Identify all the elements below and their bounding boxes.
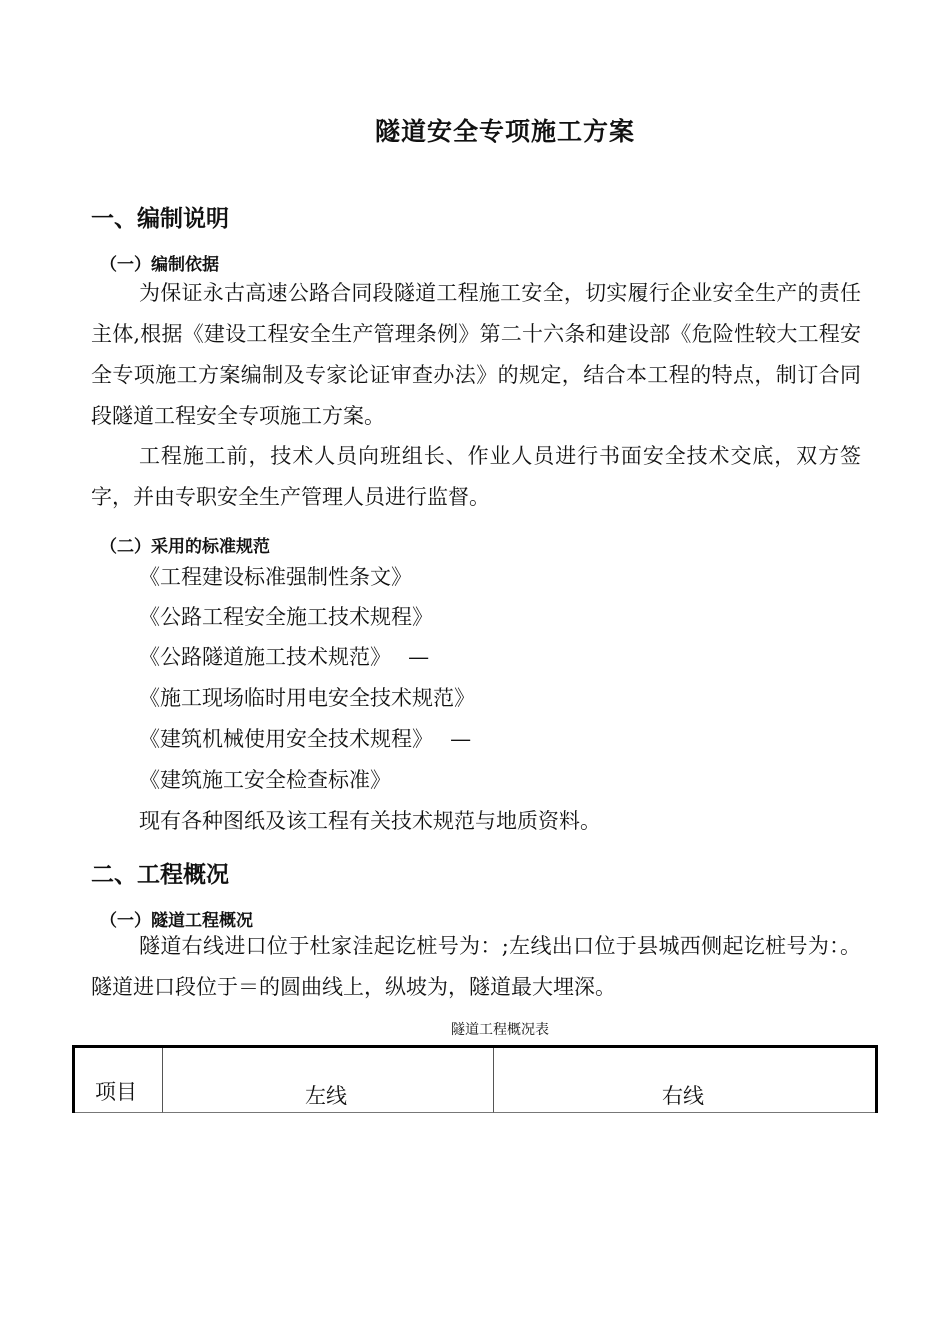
paragraph-overview: 隧道右线进口位于杜家洼起讫桩号为：;左线出口位于县城西侧起讫桩号为：。隧道进口段位于＝的圆曲线上，纵坡为，隧道最大埋深。: [91, 934, 861, 999]
document-title: 隧道安全专项施工方案: [374, 117, 635, 146]
table-caption: 隧道工程概况表: [451, 1022, 549, 1038]
standard-item: 《建筑施工安全检查标准》: [139, 768, 391, 792]
standard-item: 《公路隧道施工技术规范》 —: [139, 645, 430, 669]
standard-item: 《工程建设标准强制性条文》: [139, 565, 412, 589]
section-heading-1: 一、编制说明: [91, 206, 229, 232]
section-heading-2: 二、工程概况: [91, 862, 229, 888]
standards-closing: 现有各种图纸及该工程有关技术规范与地质资料。: [139, 809, 601, 833]
header-item: 项目: [95, 1080, 137, 1104]
subsection-heading-1-2: （二）采用的标准规范: [100, 537, 270, 557]
table-header-cell: [494, 1048, 875, 1113]
standard-item: 《施工现场临时用电安全技术规范》: [139, 686, 475, 710]
subsection-heading-1-1: （一）编制依据: [100, 255, 219, 275]
table-header-cell: [163, 1048, 494, 1113]
header-right-line: 右线: [662, 1084, 704, 1108]
standard-item: 《公路工程安全施工技术规程》: [139, 605, 433, 629]
header-left-line: 左线: [305, 1084, 347, 1108]
standard-item: 《建筑机械使用安全技术规程》 —: [139, 727, 472, 751]
paragraph-basis: 为保证永古高速公路合同段隧道工程施工安全，切实履行企业安全生产的责任主体,根据《建设工程安全生产管理条例》第二十六条和建设部《危险性较大工程安全专项施工方案编制及专家论证审查办法》的规定，结合本工程的特点，制订合同段隧道工程安全专项施工方案。: [91, 281, 861, 428]
subsection-heading-2-1: （一）隧道工程概况: [100, 911, 253, 931]
overview-table: [72, 1045, 878, 1113]
paragraph-disclosure: 工程施工前，技术人员向班组长、作业人员进行书面安全技术交底，双方签字，并由专职安全生产管理人员进行监督。: [91, 444, 861, 509]
table-header-cell: [75, 1048, 163, 1113]
